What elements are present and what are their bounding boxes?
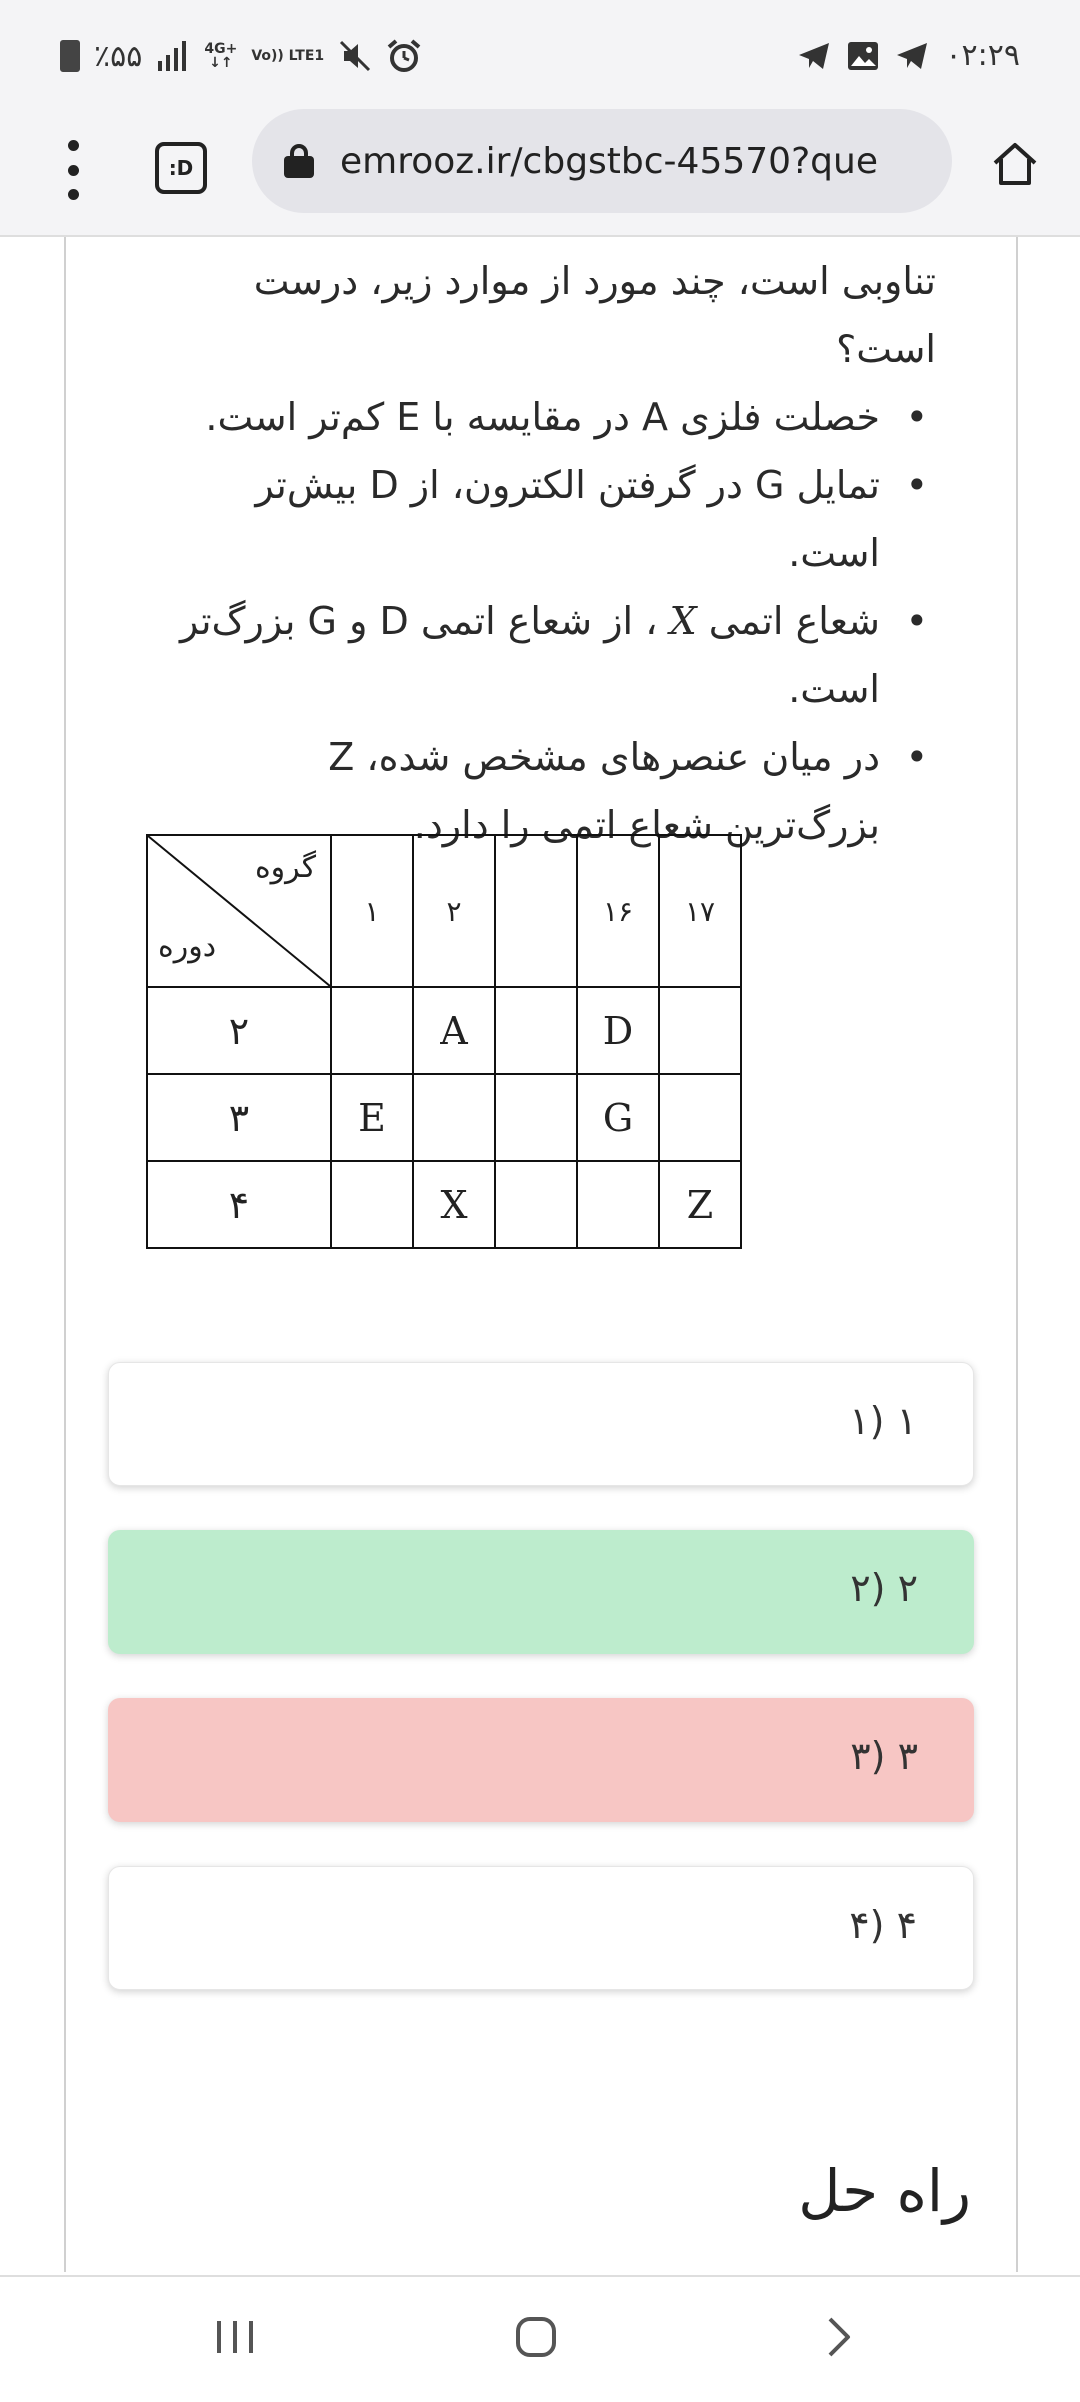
table-corner-cell: [147, 835, 331, 987]
status-bar: [0, 0, 1080, 105]
statement-4: • در میان عنصرهای مشخص شده، Z بزرگ‌ترین شعاع اتمی را دارد.: [176, 723, 936, 859]
table-cell: [577, 1161, 659, 1248]
table-cell: G: [577, 1074, 659, 1161]
volte-indicator: Vo)) LTE1: [251, 48, 325, 64]
statement-2: • تمایل G در گرفتن الکترون، از D بیش‌تر است.: [176, 451, 936, 587]
tab-switcher-button[interactable]: :D: [155, 142, 207, 194]
table-cell: A: [413, 987, 495, 1074]
telegram-icon: [797, 41, 831, 71]
table-row: [147, 987, 741, 1074]
network-type: 4G+ ↓↑: [204, 41, 238, 71]
status-right: [797, 38, 1020, 73]
statement-3-post: ، از شعاع اتمی D و G بزرگ‌تر است.: [180, 599, 880, 711]
table-cell: E: [331, 1074, 413, 1161]
home-icon[interactable]: [990, 139, 1040, 189]
statement-1: • خصلت فلزی A در مقایسه با E کم‌تر است.: [176, 383, 936, 451]
table-cell: [495, 1161, 577, 1248]
alarm-icon: [386, 38, 422, 74]
table-cell: [495, 987, 577, 1074]
group-header: ۱: [331, 835, 413, 987]
answer-option-4[interactable]: [108, 1866, 974, 1990]
period-cell: ۴: [147, 1161, 331, 1248]
more-menu-icon[interactable]: [58, 140, 88, 200]
group-header: ۲: [413, 835, 495, 987]
answer-option-3-wrong[interactable]: [108, 1698, 974, 1822]
home-button-icon[interactable]: [506, 2307, 566, 2367]
mute-icon: [338, 39, 372, 73]
statement-list: [176, 383, 936, 859]
statement-3: [176, 587, 936, 723]
address-bar[interactable]: [252, 109, 952, 213]
periodic-table-excerpt: [146, 834, 742, 1249]
answer-option-2-correct[interactable]: [108, 1530, 974, 1654]
period-cell: ۲: [147, 987, 331, 1074]
group-header: ۱۶: [577, 835, 659, 987]
table-row: [147, 1074, 741, 1161]
table-cell: [659, 987, 741, 1074]
question-intro: تناوبی است، چند مورد از موارد زیر، درست است؟: [253, 259, 936, 371]
period-cell: ۳: [147, 1074, 331, 1161]
group-label: گروه: [254, 850, 316, 885]
system-nav-bar: [0, 2275, 1080, 2402]
table-cell: D: [577, 987, 659, 1074]
answer-option-label: ۴ (۴: [849, 1903, 917, 1947]
answer-option-1[interactable]: [108, 1362, 974, 1486]
table-cell: [495, 1074, 577, 1161]
question-text: [176, 247, 936, 859]
statement-3-pre: شعاع اتمی: [708, 599, 880, 643]
statement-3-math: X: [669, 599, 697, 643]
url-text: emrooz.ir/cbgstbc-45570?que: [340, 140, 878, 182]
table-cell: Z: [659, 1161, 741, 1248]
table-header-row: [147, 835, 741, 987]
clock: ۰۲:۲۹: [945, 38, 1020, 73]
table-cell: [659, 1074, 741, 1161]
status-left: [60, 38, 422, 74]
page-content: [64, 237, 1018, 2272]
table-cell: [331, 1161, 413, 1248]
battery-level: ٪۵۵: [94, 38, 143, 74]
browser-toolbar: [0, 105, 1080, 237]
signal-icon: [156, 41, 190, 71]
group-header: ۱۷: [659, 835, 741, 987]
table-cell: [331, 987, 413, 1074]
answer-option-label: ۱ (۱: [849, 1399, 917, 1443]
back-icon[interactable]: [808, 2307, 868, 2367]
recent-apps-icon[interactable]: [205, 2307, 265, 2367]
period-label: دوره: [158, 929, 217, 964]
answer-option-label: ۳ (۳: [850, 1734, 918, 1778]
table-cell: X: [413, 1161, 495, 1248]
table-row: [147, 1161, 741, 1248]
battery-icon: [60, 40, 80, 72]
answer-option-label: ۲ (۲: [850, 1566, 918, 1610]
group-header: [495, 835, 577, 987]
gallery-icon: [847, 41, 879, 71]
table-cell: [413, 1074, 495, 1161]
telegram-icon-2: [895, 41, 929, 71]
lock-icon: [284, 144, 314, 178]
solution-heading: راه حل: [798, 2157, 971, 2225]
